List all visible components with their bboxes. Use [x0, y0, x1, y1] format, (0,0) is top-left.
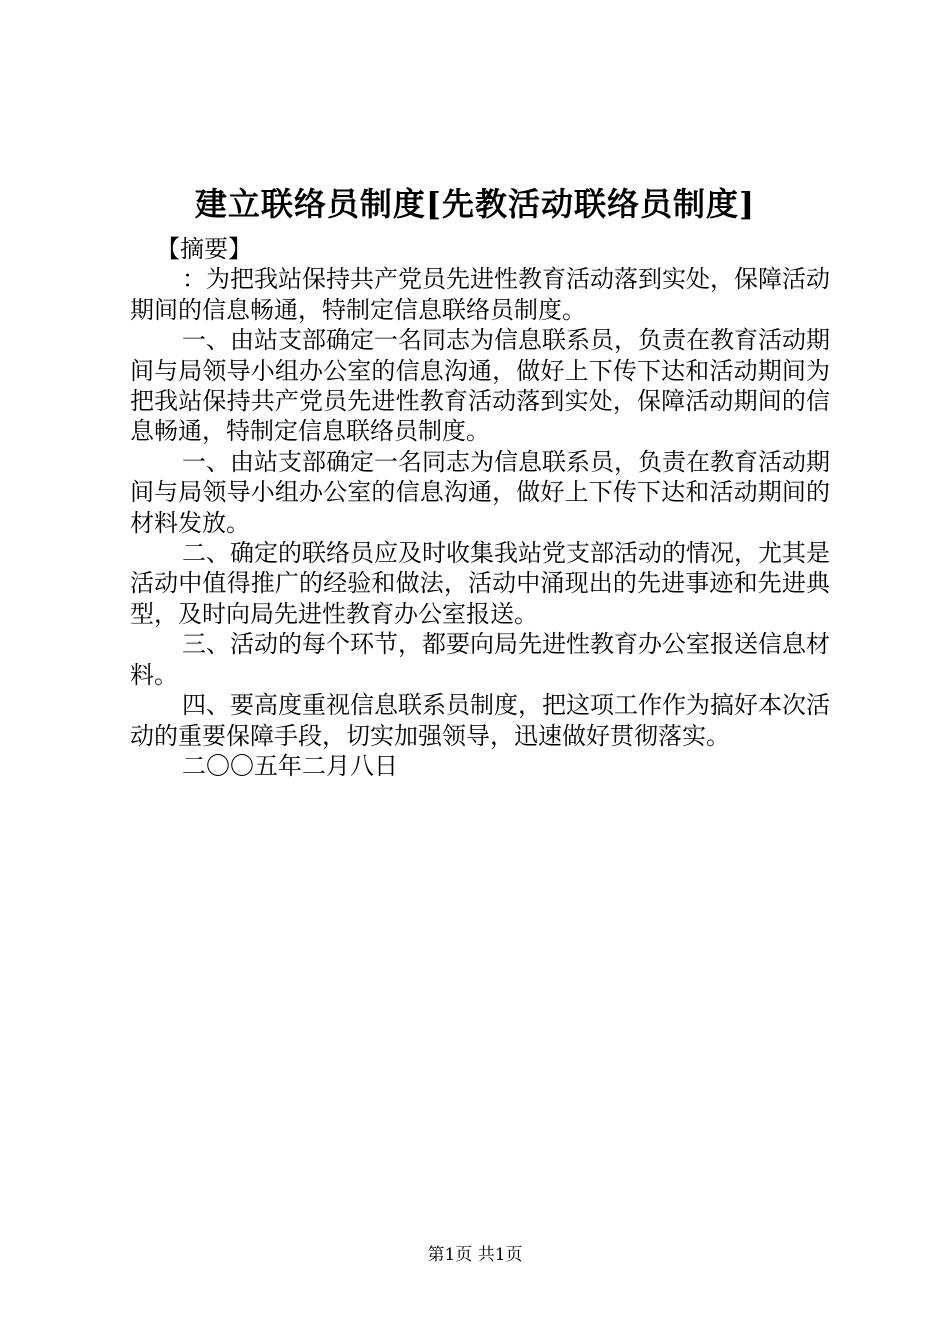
paragraph-item-3: 三、活动的每个环节，都要向局先进性教育办公室报送信息材料。: [130, 630, 830, 689]
document-body: [130, 234, 830, 781]
summary-heading: 【摘要】: [156, 235, 252, 263]
document-title: 建立联络员制度[先教活动联络员制度]: [194, 185, 756, 223]
paragraph-item-1b: 一、由站支部确定一名同志为信息联系员，负责在教育活动期间与局领导小组办公室的信息沟通，做好上下传下达和活动期间的材料发放。: [130, 447, 830, 537]
page-number-footer: 第1页 共1页: [427, 1245, 523, 1265]
paragraph-intro: ：为把我站保持共产党员先进性教育活动落到实处，保障活动期间的信息畅通，特制定信息联络员制度。: [130, 265, 830, 324]
paragraph-item-1a: 一、由站支部确定一名同志为信息联系员，负责在教育活动期间与局领导小组办公室的信息沟通，做好上下传下达和活动期间为把我站保持共产党员先进性教育活动落到实处，保障活动期间的信息畅通，特制定信息联络员制度。: [130, 326, 830, 446]
document-date: 二〇〇五年二月八日: [182, 751, 398, 780]
paragraph-item-4: 四、要高度重视信息联系员制度，把这项工作作为搞好本次活动的重要保障手段，切实加强领导，迅速做好贯彻落实。: [130, 691, 830, 750]
paragraph-item-2: 二、确定的联络员应及时收集我站党支部活动的情况，尤其是活动中值得推广的经验和做法，活动中涌现出的先进事迹和先进典型，及时向局先进性教育办公室报送。: [130, 539, 830, 628]
